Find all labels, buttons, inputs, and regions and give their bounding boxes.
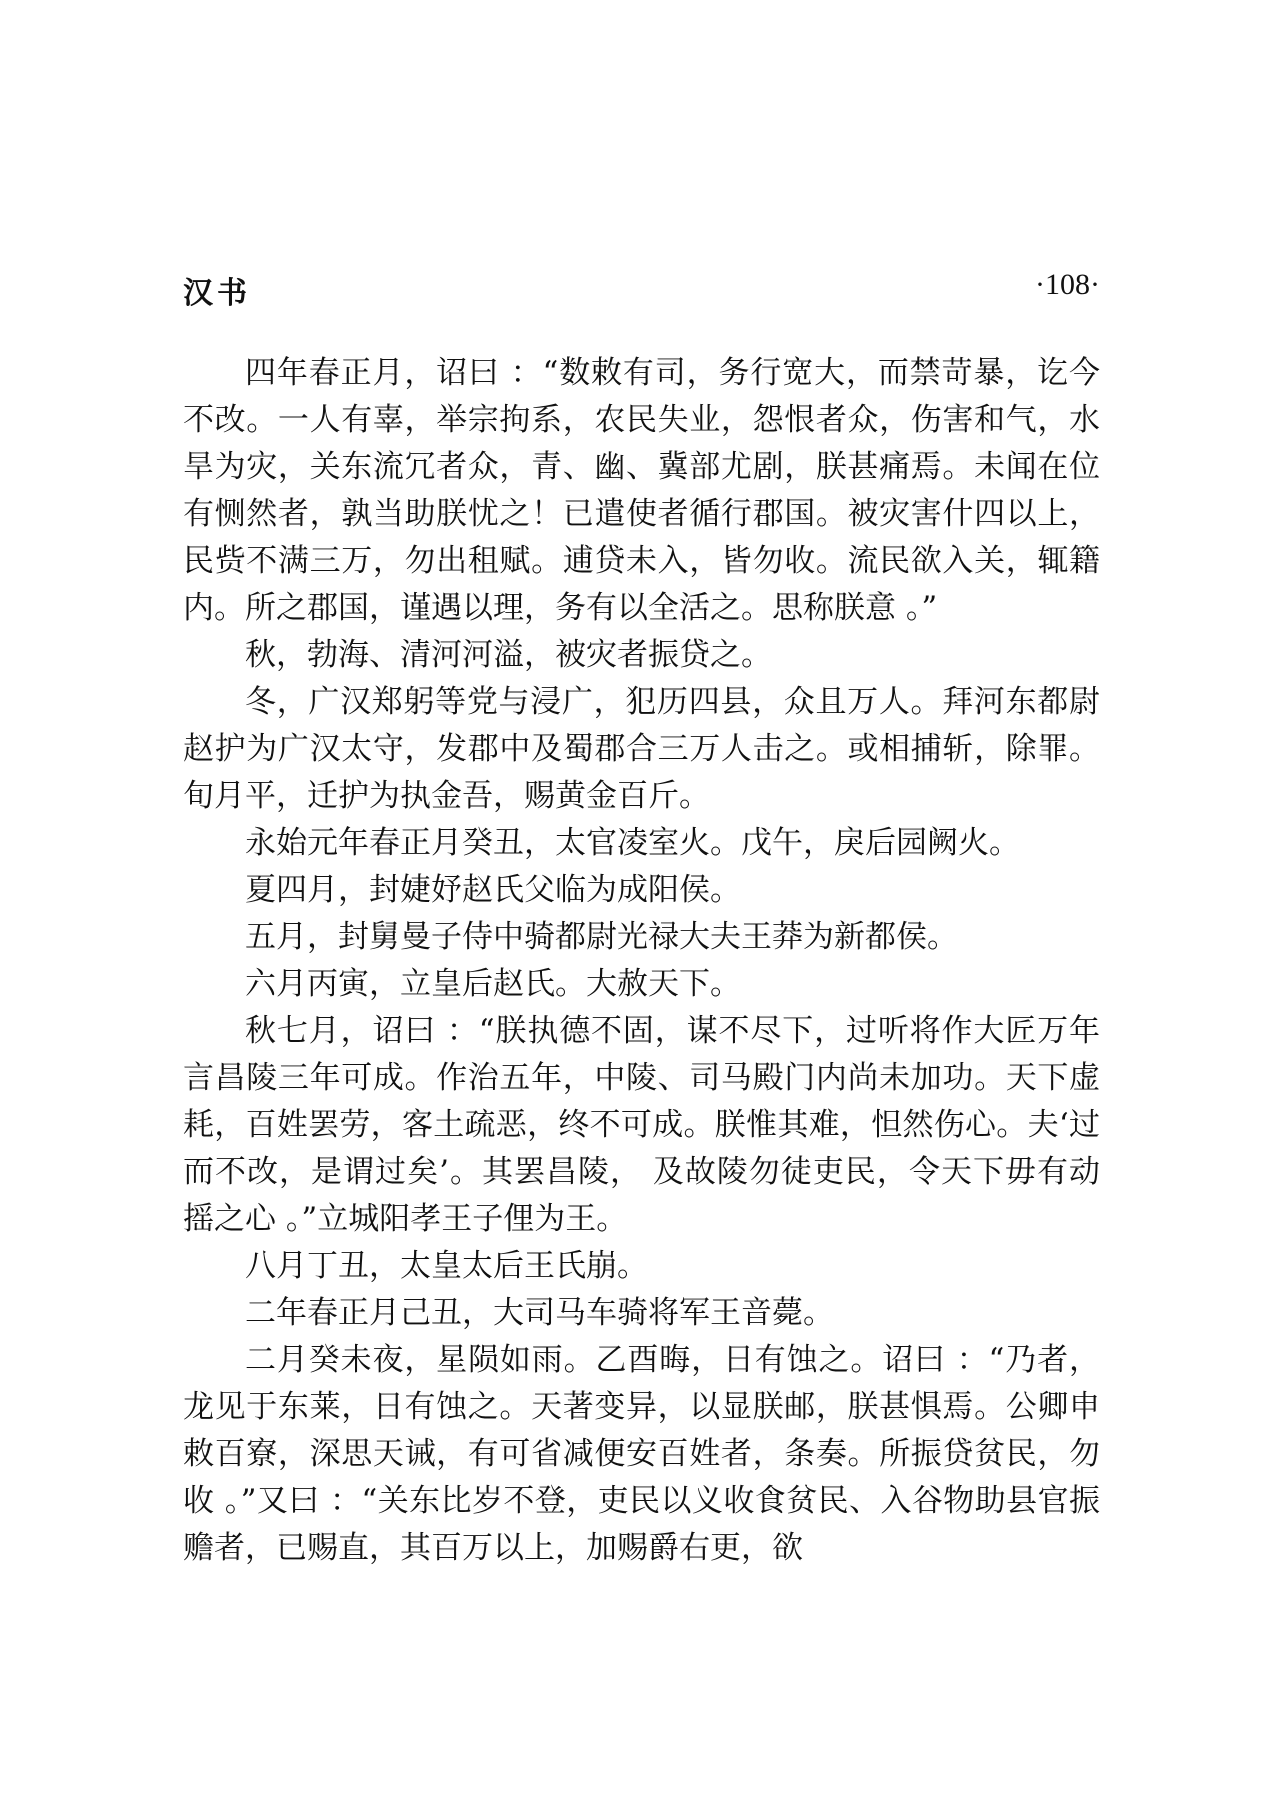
paragraph: 冬，广汉郑躬等党与浸广，犯历四县，众且万人。拜河东都尉赵护为广汉太守，发郡中及蜀郡合三万人击之。或相捕斩，除罪。旬月平，迁护为执金吾，赐黄金百斤。 xyxy=(183,684,1100,814)
book-title: 汉书 xyxy=(183,276,251,311)
running-header xyxy=(183,268,1100,318)
paragraph: 秋，勃海、清河河溢，被灾者振贷之。 xyxy=(245,637,772,673)
paragraph: 二月癸未夜，星陨如雨。乙酉晦，日有蚀之。诏曰 ：“乃者，龙见于东莱，日有蚀之。天著变异，以显朕邮，朕甚惧焉。公卿申敕百寮，深思天诫，有可省减便安百姓者，条奏。所振贷贫民，勿收 。”又曰 ：“关东比岁不登，吏民以义收食贫民、入谷物助县官振赡者，已赐直，其百万以上，加赐爵右更，欲 xyxy=(183,1342,1100,1566)
paragraph: 六月丙寅，立皇后赵氏。大赦天下。 xyxy=(245,966,741,1002)
paragraph: 夏四月，封婕妤赵氏父临为成阳侯。 xyxy=(245,872,741,908)
paragraph: 永始元年春正月癸丑，太官凌室火。戊午，戾后园阙火。 xyxy=(245,825,1020,861)
paragraph: 二年春正月己丑，大司马车骑将军王音薨。 xyxy=(245,1295,834,1331)
paragraph: 五月，封舅曼子侍中骑都尉光禄大夫王莽为新都侯。 xyxy=(245,919,958,955)
body-text xyxy=(183,350,1100,1572)
paragraph: 八月丁丑，太皇太后王氏崩。 xyxy=(245,1248,648,1284)
paragraph: 秋七月，诏曰 ：“朕执德不固，谋不尽下，过听将作大匠万年言昌陵三年可成。作治五年，中陵、司马殿门内尚未加功。天下虚耗，百姓罢劳，客土疏恶，终不可成。朕惟其难，怛然伤心。夫‘过而不改，是谓过矣’。其罢昌陵， 及故陵勿徒吏民，令天下毋有动摇之心 。”立城阳孝王子俚为王。 xyxy=(183,1013,1100,1237)
paragraph: 四年春正月，诏曰 ：“数敕有司，务行宽大，而禁苛暴，讫今不改。一人有辜，举宗拘系，农民失业，怨恨者众，伤害和气，水旱为灾，关东流冗者众，青、幽、冀部尤剧，朕甚痛焉。未闻在位有恻然者，孰当助朕忧之！已遣使者循行郡国。被灾害什四以上，民赀不满三万，勿出租赋。逋贷未入，皆勿收。流民欲入关，辄籍内。所之郡国，谨遇以理，务有以全活之。思称朕意 。” xyxy=(183,355,1100,626)
page-number: ·108· xyxy=(1035,268,1100,301)
